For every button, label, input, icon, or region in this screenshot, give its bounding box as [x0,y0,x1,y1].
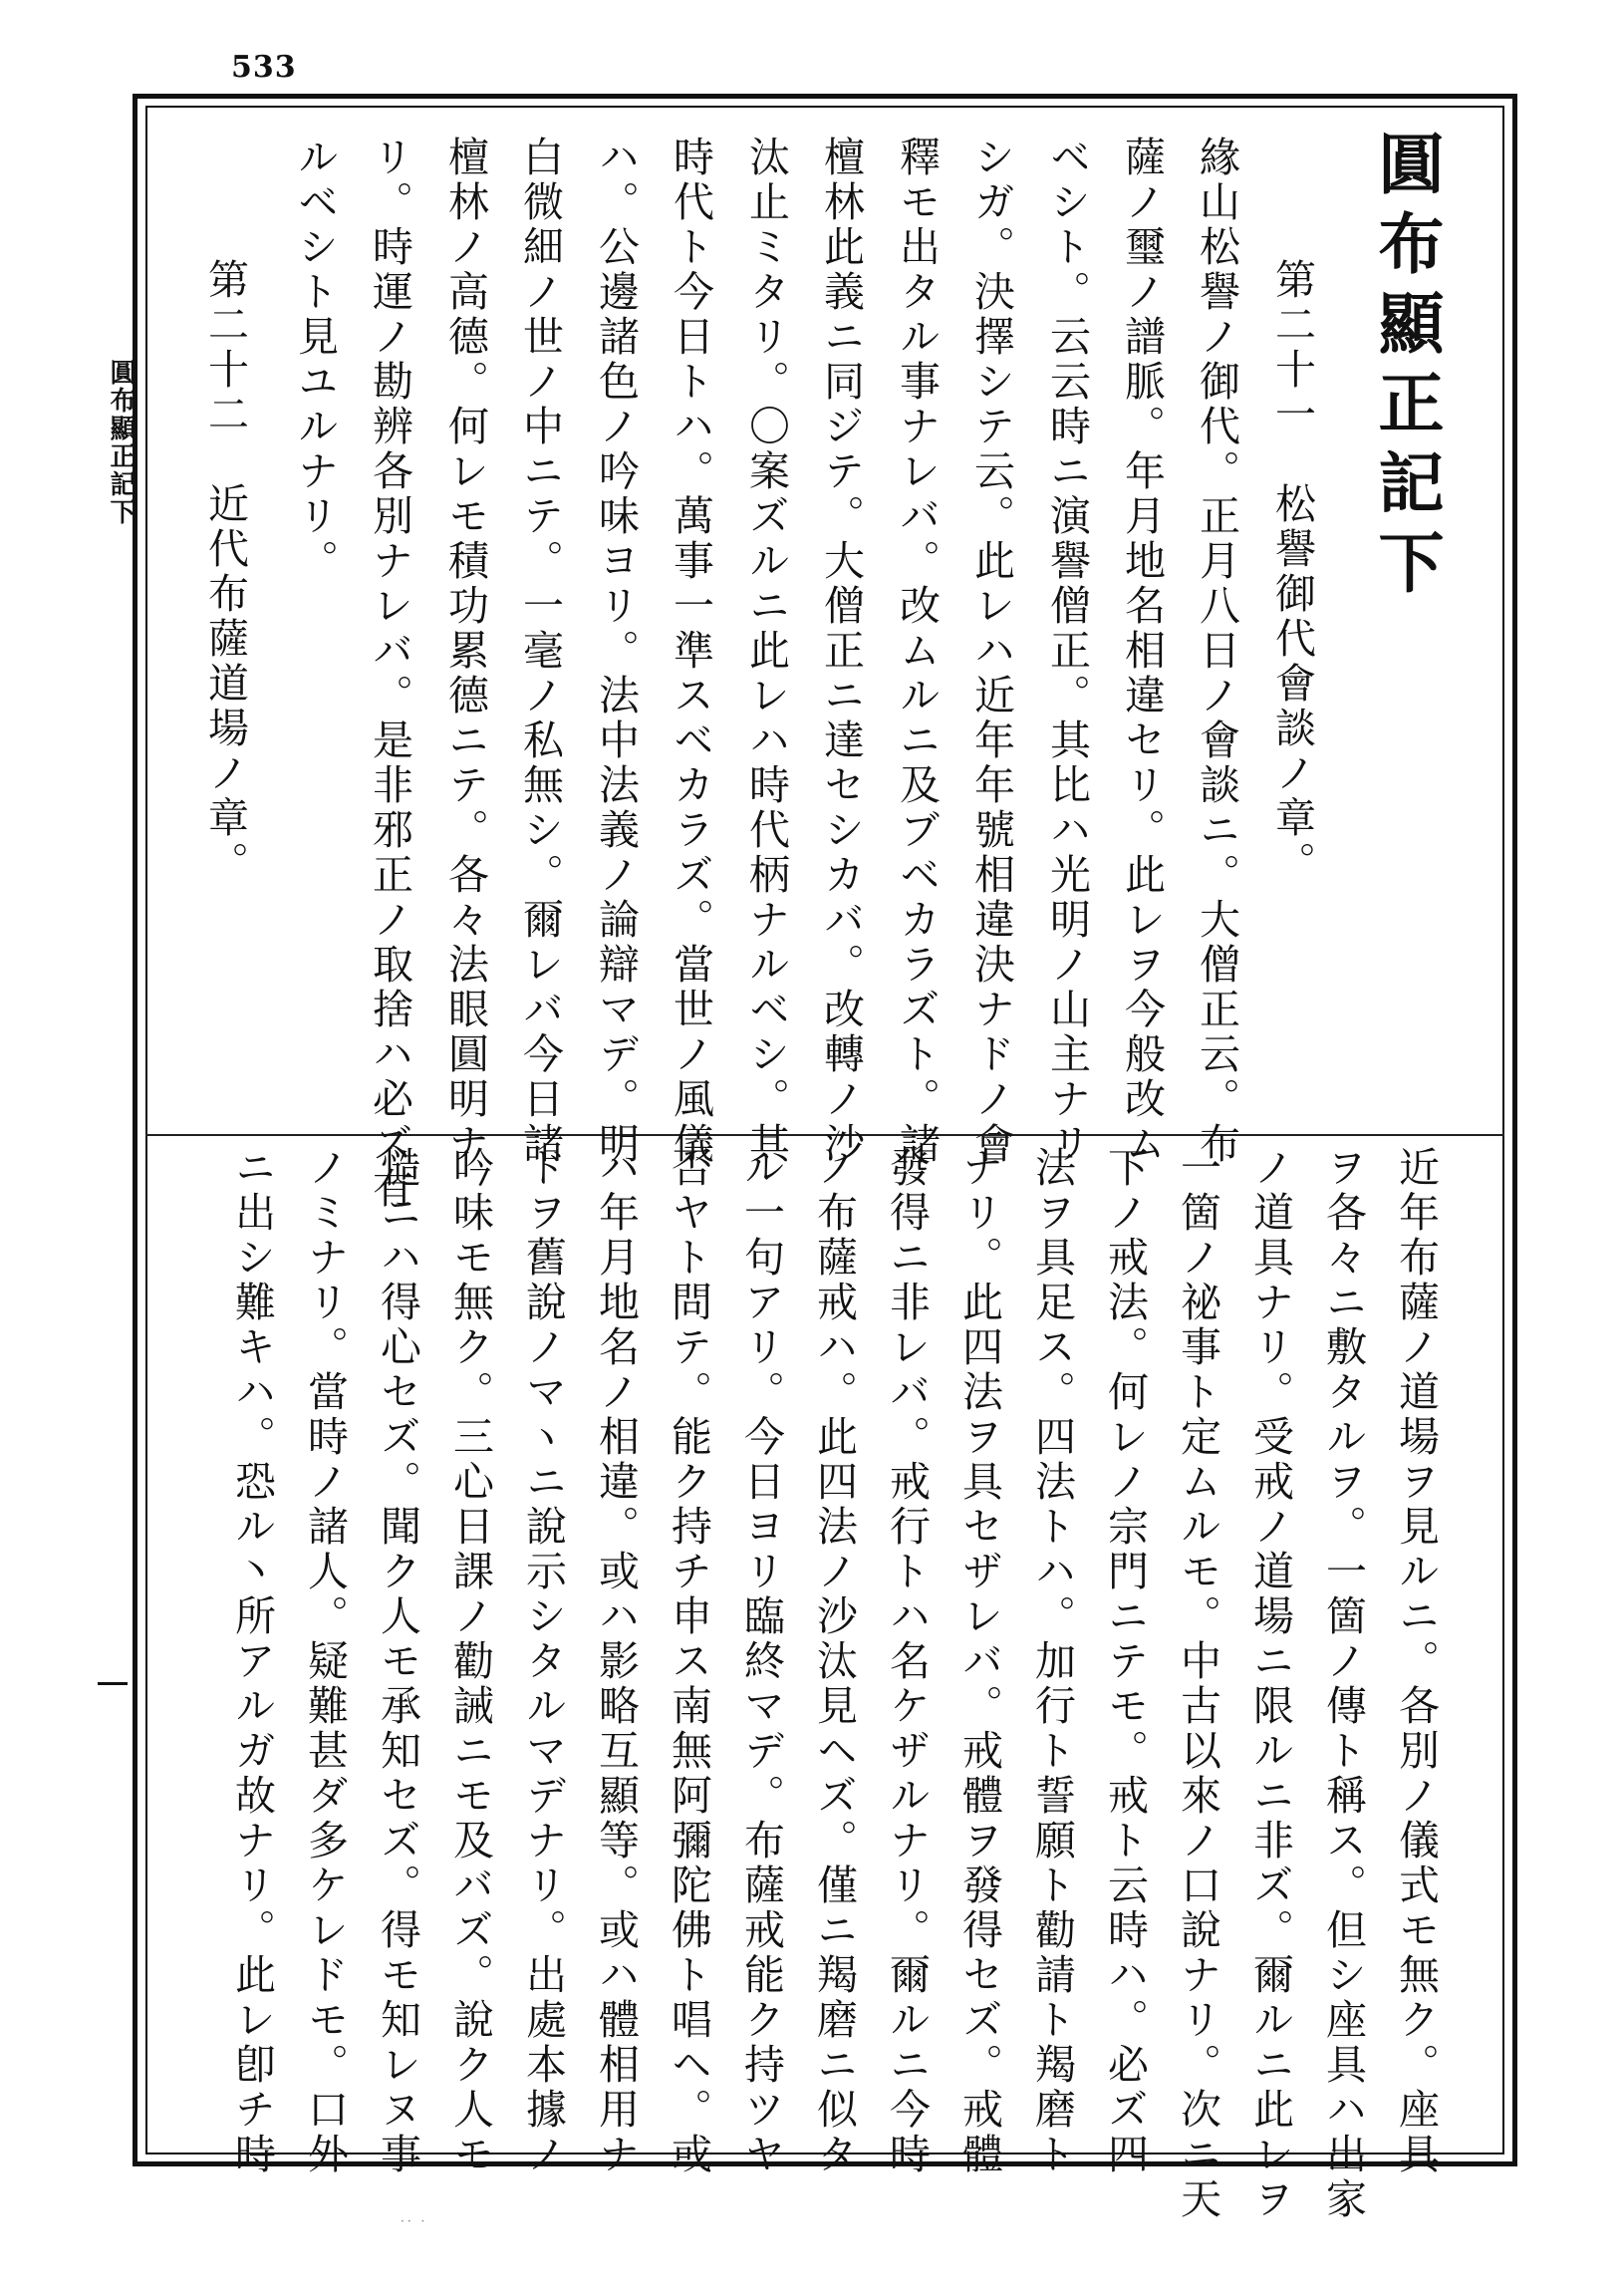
text-column: 慥ニハ得心セズ。聞ク人モ承知セズ。得モ知レヌ事 [374,1146,421,2177]
text-column: ハ。公邊諸色ノ吟味ヨリ。法中法義ノ論辯マデ。明 [592,136,640,1167]
text-column: シガ。決擇シテ云。此レハ近年年號相違決ナドノ會 [967,136,1015,1167]
text-column: 發得ニ非レバ。戒行トハ名ケザルナリ。爾ルニ今時 [883,1146,931,2177]
running-head: 圓布顯正記下 [106,359,135,526]
text-column: ノ布薩戒ハ。此四法ノ沙汰見ヘズ。僅ニ羯磨ニ似タ [810,1146,858,2177]
text-column: ニ出シ難キハ。恐ル丶所アルガ故ナリ。此レ卽チ時 [228,1146,276,2177]
text-column: 法ヲ具足ス。四法トハ。加行ト誓願ト勸請ト羯磨ト [1028,1146,1076,2177]
margin-mark [98,1682,128,1685]
text-column: 汰止ミタリ。〇案ズルニ此レハ時代柄ナルベシ。其 [742,136,790,1167]
text-column: 白微細ノ世ノ中ニテ。一毫ノ私無シ。爾レバ今日諸 [516,136,564,1167]
text-column: 一箇ノ祕事ト定ムルモ。中古以來ノ口說ナリ。次ニ天 [1174,1146,1221,2222]
text-column: リ。時運ノ勘辨各別ナレバ。是非邪正ノ取捨ハ必ズ有 [366,136,413,1212]
text-column: ヲ各々ニ敷タルヲ。一箇ノ傳ト稱ス。但シ座具ハ出家 [1319,1146,1367,2222]
page-title: 圓布顯正記下 [1367,130,1445,608]
text-column: ノ道具ナリ。受戒ノ道場ニ限ルニ非ズ。爾ルニ此レヲ [1246,1146,1294,2222]
text-column: ナリ。此四法ヲ具セザレバ。戒體ヲ發得セズ。戒體 [955,1146,1003,2177]
text-column: 近年布薩ノ道場ヲ見ルニ。各別ノ儀式モ無ク。座具 [1392,1146,1440,2177]
text-column: 緣山松譽ノ御代。正月八日ノ會談ニ。大僧正云。布 [1193,136,1240,1167]
text-column: 時代ト今日トハ。萬事一準スベカラズ。當世ノ風儀 [667,136,714,1167]
text-column: 第二十一 松譽御代會談ノ章。 [1268,213,1316,886]
text-column: 否ヤト問テ。能ク持チ申ス南無阿彌陀佛ト唱ヘ。或 [665,1146,712,2177]
text-column: 吟味モ無ク。三心日課ノ勸誡ニモ及バズ。說ク人モ [446,1146,494,2177]
text-column: ドヲ舊說ノマヽニ說示シタルマデナリ。出處本據ノ [519,1146,567,2177]
text-column: ハ年月地名ノ相違。或ハ影略互顯等。或ハ體相用ナ [592,1146,640,2177]
text-column: 檀林此義ニ同ジテ。大僧正ニ達セシカバ。改轉ノ沙 [817,136,865,1167]
text-column: ル一句アリ。今日ヨリ臨終マデ。布薩戒能ク持ツヤ [737,1146,785,2177]
text-column: 釋モ出タル事ナレバ。改ムルニ及ブベカラズト。諸 [893,136,941,1167]
text-column: 薩ノ璽ノ譜脈。年月地名相違セリ。此レヲ今般改ム [1118,136,1166,1167]
text-column: 下ノ戒法。何レノ宗門ニテモ。戒ト云時ハ。必ズ四 [1101,1146,1149,2177]
text-column: 檀林ノ高德。何レモ積功累德ニテ。各々法眼圓明ナ [441,136,489,1167]
print-speck: ·· · [401,2214,428,2228]
text-column: ルベシト見ユルナリ。 [291,136,339,584]
text-column: 第二十二 近代布薩道場ノ章。 [201,213,249,886]
text-column: ノミナリ。當時ノ諸人。疑難甚ダ多ケレドモ。口外 [301,1146,349,2177]
text-column: ベシト。云云時ニ演譽僧正。其比ハ光明ノ山主ナリ [1043,136,1091,1167]
page-number: 533 [231,50,297,85]
